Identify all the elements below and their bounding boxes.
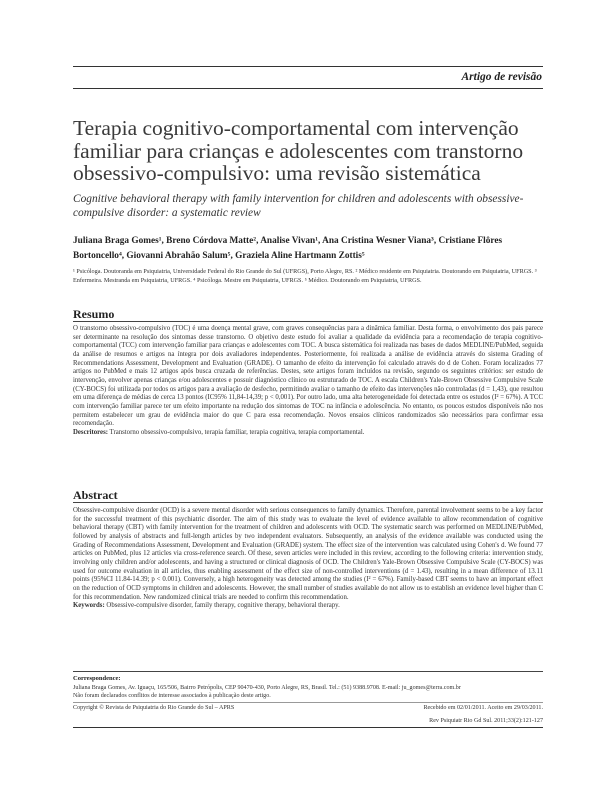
received-dates: Recebido em 02/01/2011. Aceito em 29/03/2011.	[423, 705, 543, 711]
correspondence-heading: Correspondence:	[73, 675, 121, 682]
abstract-body: Obsessive-compulsive disorder (OCD) is a severe mental disorder with serious consequences to family dynamics. Therefore, parental involvement seems to be a key factor for the successful treatment of this psychiatric disorder. The aim of this study was to evaluate the level of evidence available to allow recommendation of cognitive behavioral therapy (CBT) with family intervention for the treatment of children and adolescents with OCD. The systematic search was performed on MEDLINE/PubMed, followed by analysis of abstracts and full-length articles by two independent evaluators. Subsequently, an analysis of the evidence available was conducted using the Grading of Recommendations Assessment, Development and Evaluation (GRADE) system. The effect size of the intervention was calculated using Cohen's d. We found 77 articles on PubMed, plus 12 articles via cross-reference search. Of these, seven articles were included in this review, according to the following criteria: intervention study, involving only children and/or adolescents, and having a structured or clinical diagnosis of OCD. The Children's Yale-Brown Obsessive Compulsive Scale (CY-BOCS) was used for outcome evaluation in all articles, thus enabling assessment of the effect size of non-controlled interventions (d = 1.43), resulting in a mean difference of 13.11 points (95%CI 11.84-14.39; p < 0.001). Conversely, a high heterogeneity was detected among the studies (I² = 67%). Family-based CBT seems to have an important effect on the reduction of OCD symptoms in children and adolescents. However, the small number of studies available do not allow us to establish an evidence level higher than C for this recommendation. New randomized clinical trials are needed to confirm this recommendation.	[73, 507, 543, 601]
correspondence-block	[73, 684, 543, 701]
abstract-rule	[73, 502, 543, 503]
resumo-keywords-text: Transtorno obsessivo-compulsivo, terapia familiar, terapia cognitiva, terapia comportamental.	[107, 428, 365, 436]
author-list: Juliana Braga Gomes¹, Breno Córdova Matte², Analise Vivan¹, Ana Cristina Wesner Viana³, Cristiane Flôres Bortoncello⁴, Giovanni Abrahão Salum⁵, Graziela Aline Hartmann Zottis⁵	[73, 236, 503, 261]
abstract-keywords-text: Obsessive-compulsive disorder, family therapy, cognitive therapy, behavioral therapy.	[104, 602, 340, 610]
abstract-heading: Abstract	[73, 488, 118, 502]
conflict-statement: Não foram declarados conflitos de interesse associados à publicação deste artigo.	[73, 693, 271, 700]
resumo-keywords	[73, 429, 543, 438]
resumo-section	[73, 325, 543, 438]
article-english-title: Cognitive behavioral therapy with family intervention for children and adolescents with obsessive-compulsive disorder: a systematic review	[73, 193, 524, 219]
header-top-rule	[73, 66, 543, 67]
resumo-heading: Resumo	[73, 307, 115, 321]
resumo-keywords-label: Descritores:	[73, 428, 108, 436]
copyright-notice: Copyright © Revista de Psiquiatria do Rio Grande do Sul – APRS	[73, 705, 235, 711]
journal-citation: Rev Psiquiatr Rio Gd Sul. 2011;33(2):121-127	[429, 718, 543, 724]
header-bottom-rule	[73, 88, 543, 89]
correspondence-rule	[73, 671, 543, 672]
abstract-keywords-label: Keywords:	[73, 602, 105, 610]
author-affiliations: ¹ Psicóloga. Doutoranda em Psiquiatria, Universidade Federal do Rio Grande do Sul (UFRGS), Porto Alegre, RS. ² Médico residente em Psiquiatria. Doutorando em Psiquiatria, UFRGS. ³ Enfermeira. Mestranda em Psiquiatria, UFRGS. ⁴ Psicóloga. Mestre em Psiquiatria, UFRGS. ⁵ Médico. Doutorando em Psiquiatria, UFRGS.	[73, 268, 537, 284]
article-title: Terapia cognitivo-comportamental com intervenção familiar para crianças e adolescentes com transtorno obsessivo-compulsivo: uma revisão sistemática	[73, 116, 524, 185]
abstract-keywords	[73, 602, 543, 611]
abstract-section	[73, 507, 543, 611]
resumo-body: O transtorno obsessivo-compulsivo (TOC) é uma doença mental grave, com graves consequências para a dinâmica familiar. Desta forma, o envolvimento dos pais parece ser determinante na resolução dos sintomas desse transtorno. O objetivo deste estudo foi avaliar a qualidade da evidência para a recomendação de terapia cognitivo-comportamental (TCC) com intervenção familiar para crianças e adolescentes com TOC. A busca sistemática foi realizada nas bases de dados MEDLINE/PubMed, seguida da análise de resumos e artigos na íntegra por dois avaliadores independentes. Posteriormente, foi realizada a análise de evidência através do sistema Grading of Recommendations Assessment, Development and Evaluation (GRADE). O tamanho de efeito da intervenção foi calculado através do d de Cohen. Foram localizados 77 artigos no PubMed e mais 12 artigos após busca cruzada de referências. Destes, sete artigos foram incluídos na revisão, segundo os seguintes critérios: ser estudo de intervenção, envolver apenas crianças e/ou adolescentes e possuir diagnóstico clínico ou estruturado de TOC. A escala Children's Yale-Brown Obsessive Compulsive Scale (CY-BOCS) foi utilizada por todos os artigos para a avaliação de desfecho, permitindo avaliar o tamanho de efeito das intervenções não controladas (d = 1,43), que resultou em uma diferença de médias de cerca 13 pontos (IC95% 11,84-14,39; p < 0,001). Por outro lado, uma alta heterogeneidade foi detectada entre os estudos (I² = 67%). A TCC com intervenção familiar parece ter um efeito importante na redução dos sintomas de TOC na infância e adolescência. No entanto, os poucos estudos disponíveis não nos permitem estabelecer um grau de evidência maior do que C para essa recomendação. Novos ensaios clínicos randomizados são necessários para confirmar essa recomendação.	[73, 325, 543, 428]
footer-rule	[73, 702, 543, 703]
bottom-rule	[73, 727, 543, 728]
correspondence-address: Juliana Braga Gomes, Av. Iguaçu, 165/506, Bairro Petrópolis, CEP 90470-430, Porto Alegre, RS, Brasil. Tel.: (51) 9388.9708. E-mail: ju_gomes@terra.com.br	[73, 685, 461, 691]
section-label: Artigo de revisão	[461, 71, 542, 83]
resumo-rule	[73, 321, 543, 322]
